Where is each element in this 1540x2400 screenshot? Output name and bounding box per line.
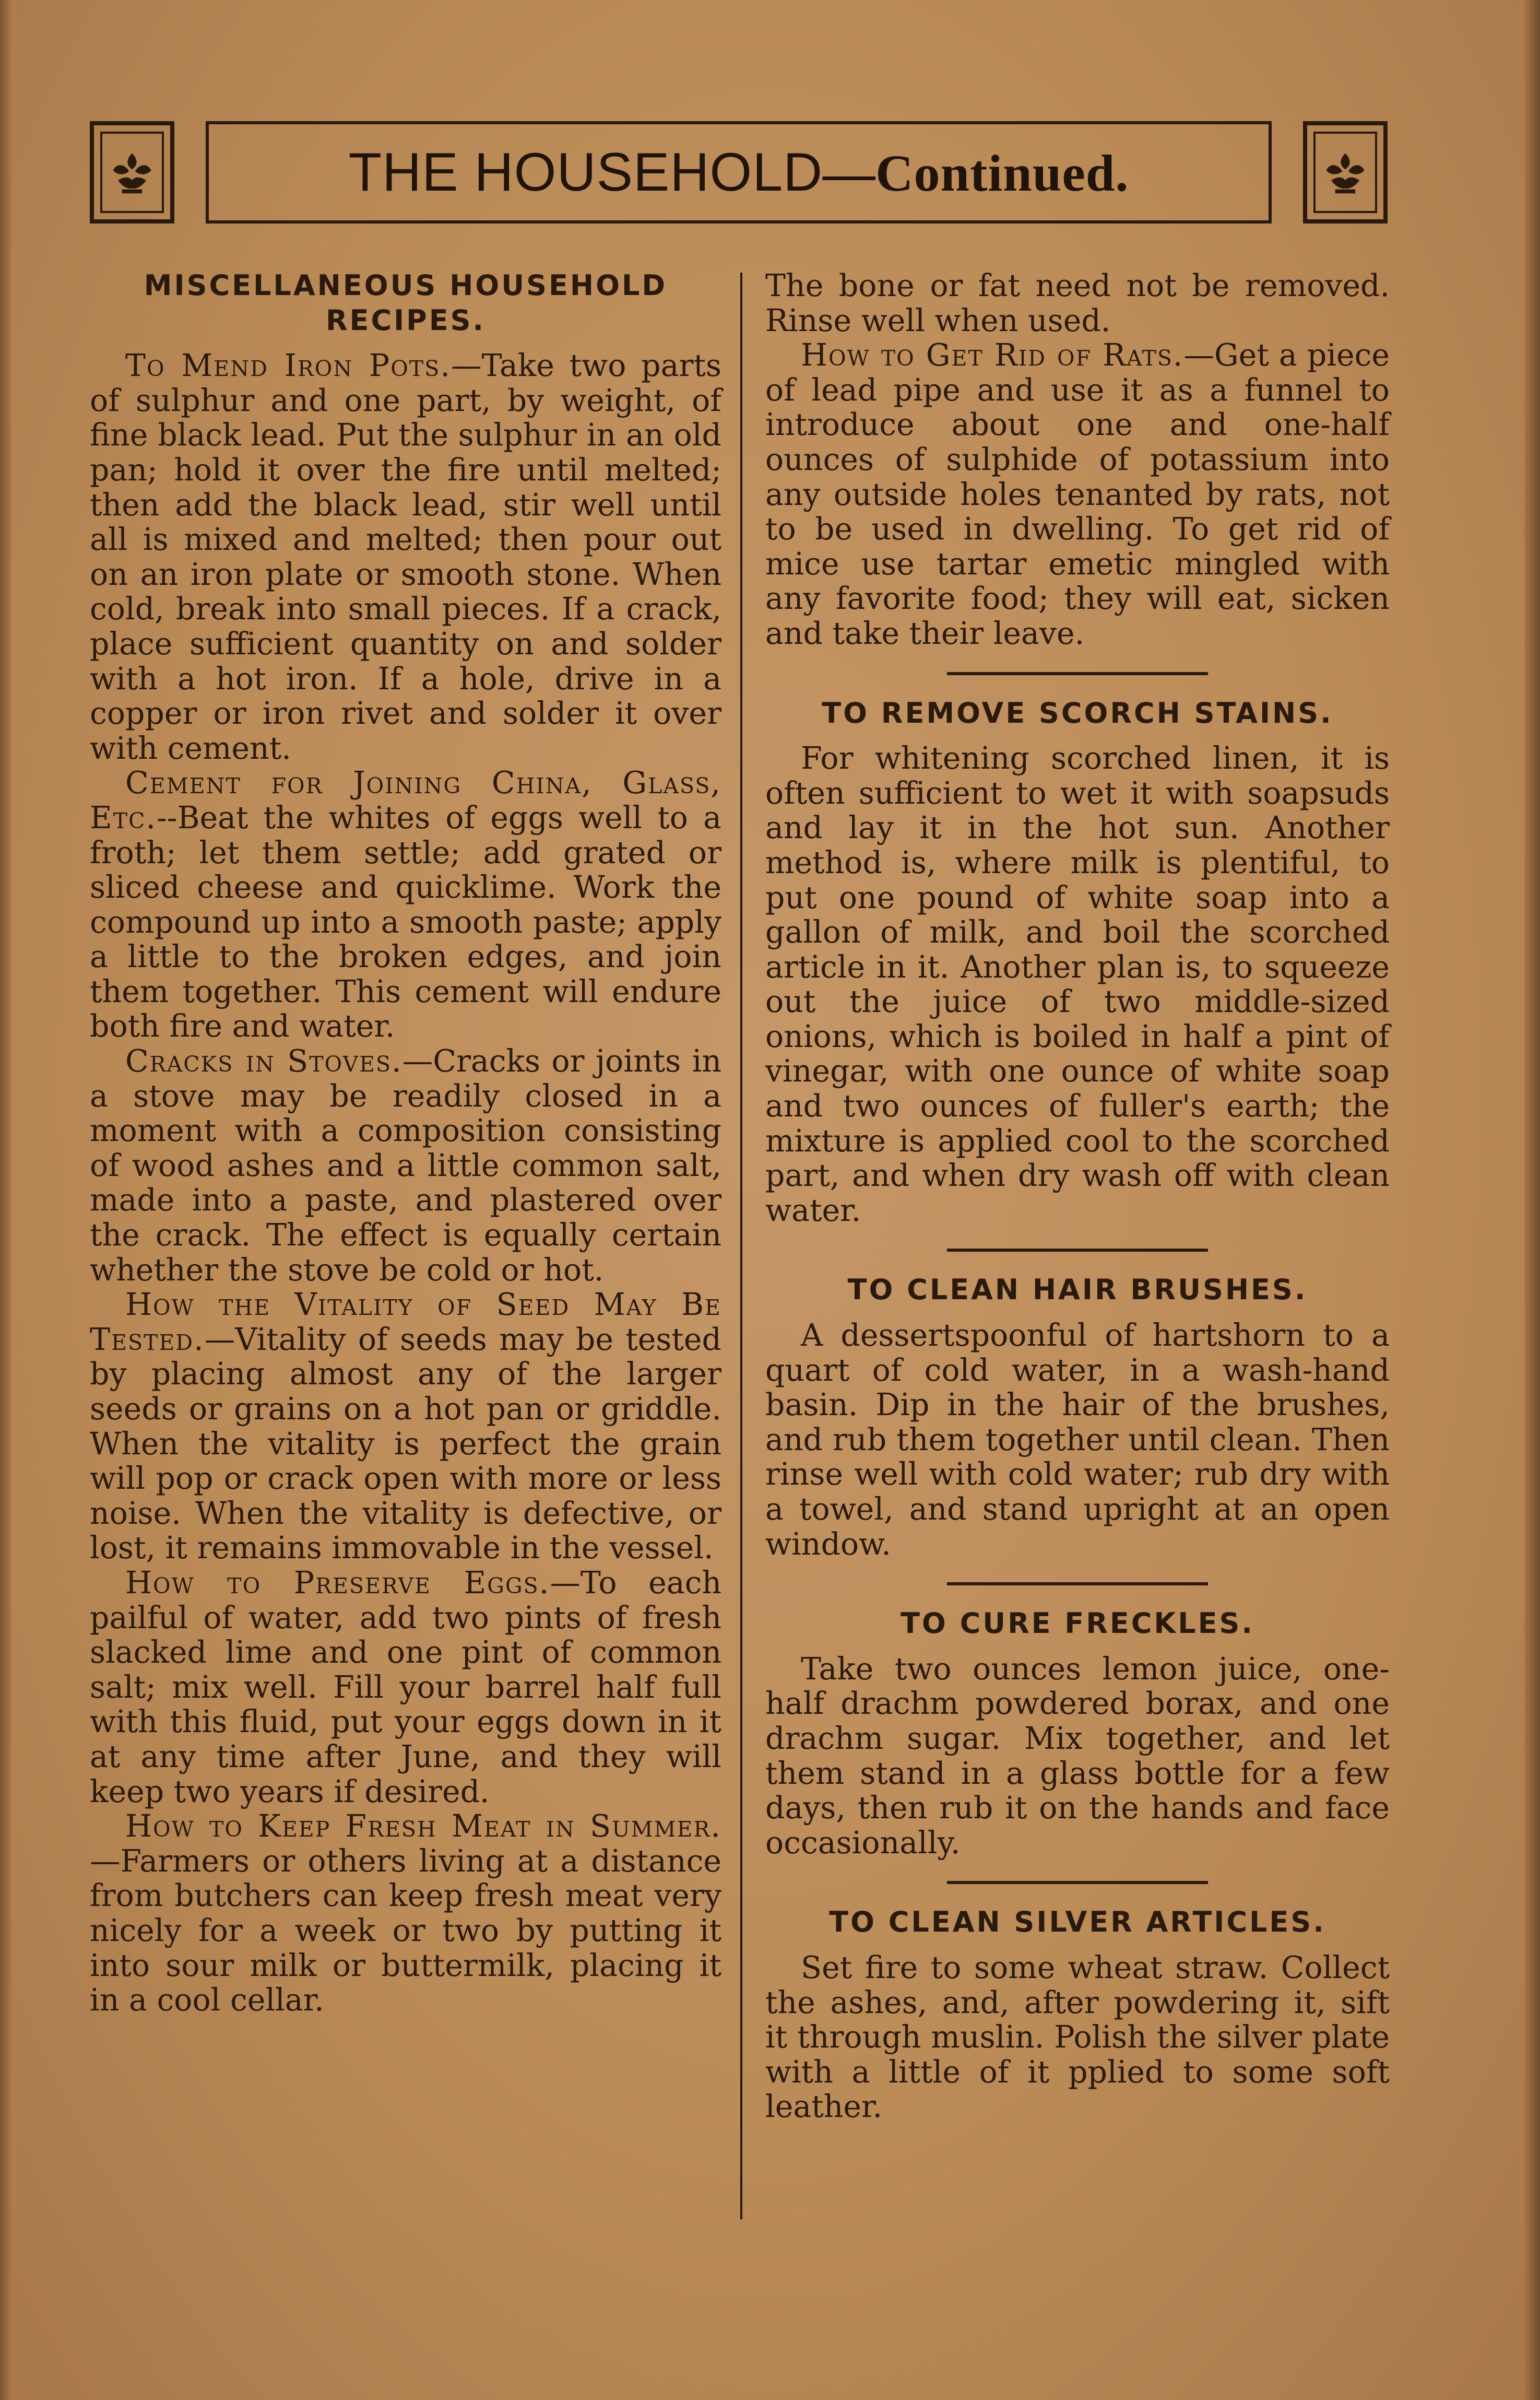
section-heading: TO CURE FRECKLES.: [901, 1607, 1254, 1640]
recipe-title: How the Vitality of Seed May Be Tested.: [90, 1287, 721, 1357]
recipe-text: --Beat the whites of eggs well to a froth; let them settle; add grated or sliced cheese and quicklime. Work the compound up into a smooth paste; apply a little to the broken edges, and join them together. This cement will endure both fire and water.: [90, 799, 721, 1044]
section-text: Set fire to some wheat straw. Collect the ashes, and, after powdering it, sift it through muslin. Polish the silver plate with a little of it pplied to some soft leather.: [765, 1949, 1390, 2125]
section-heading-cont: RECIPES.: [325, 303, 486, 337]
section-text: A dessertspoonful of hartshorn to a quart of cold water, in a wash-hand basin. Dip in the hair of the brushes, and rub them together until clean. Then rinse well with cold water; rub dry with a towel, and stand upright at an open window.: [765, 1317, 1390, 1562]
recipe-title: Cement for Joining China, Glass, Etc.: [90, 765, 721, 836]
left-column: [90, 268, 721, 2018]
section-rule: [947, 1881, 1208, 1884]
right-column: [765, 268, 1390, 2124]
section-text: For whitening scorched linen, it is often sufficient to wet it with soapsuds and lay it in the hot sun. Another method is, where milk is plentiful, to put one pound of white soap into a gallon of milk, and boil the scorched article in it. Another plan is, to squeeze out the juice of two middle-sized onions, which is boiled in half a pint of vinegar, with one ounce of white soap and two ounces of fuller's earth; the mixture is applied cool to the scorched part, and when dry wash off with clean water.: [765, 740, 1390, 1228]
section-rule: [947, 672, 1208, 675]
recipe-entry: [765, 338, 1390, 651]
recipe-text: —Farmers or others living at a distance from butchers can keep fresh meat very nicely for a week or two by putting it into sour milk or buttermilk, placing it in a cool cellar.: [90, 1843, 721, 2018]
section-heading: TO CLEAN HAIR BRUSHES.: [847, 1273, 1308, 1307]
recipe-entry: [90, 348, 721, 766]
section-text: Take two ounces lemon juice, one-half drachm powdered borax, and one drachm sugar. Mix together, and let them stand in a glass bottle for a few days, then rub it on the hands and face occasionally.: [765, 1651, 1390, 1861]
continued-text: The bone or fat need not be removed. Rinse well when used.: [765, 268, 1390, 338]
recipe-title: How to Get Rid of Rats.: [801, 337, 1184, 373]
recipe-text: —To each pailful of water, add two pints of fresh slacked lime and one pint of common salt; mix well. Fill your barrel half full with this fluid, put your eggs down in it at any time after June, and they will keep two years if desired.: [90, 1564, 722, 1809]
recipe-text: —Cracks or joints in a stove may be readily closed in a moment with a composition consisting of wood ashes and a little common salt, made into a paste, and plastered over the crack. The effect is equally certain whether the stove be cold or hot.: [90, 1043, 721, 1288]
recipe-text: —Vitality of seeds may be tested by placing almost any of the larger seeds or grains on a hot pan or griddle. When the vitality is perfect the grain will pop or crack open with more or less noise. When the vitality is defective, or lost, it remains immovable in the vessel.: [90, 1321, 721, 1566]
recipe-title: How to Keep Fresh Meat in Summer.: [125, 1808, 721, 1844]
recipe-entry: [90, 1287, 721, 1566]
ornament-icon: [1320, 147, 1370, 197]
section-rule: [947, 1582, 1208, 1585]
header-ornament-left: [90, 121, 174, 223]
recipe-text: —Get a piece of lead pipe and use it as a funnel to introduce about one and one-half ounces of sulphide of potassium into any outside holes tenanted by rats, not to be used in dwelling. To get rid of mice use tartar emetic mingled with any favorite food; they will eat, sicken and take their leave.: [765, 337, 1390, 651]
recipe-title: Cracks in Stoves.: [125, 1043, 402, 1079]
header-ornament-right: [1303, 121, 1388, 223]
recipe-title: How to Preserve Eggs.: [125, 1564, 550, 1601]
recipe-entry: [90, 1809, 721, 2018]
recipe-text: —Take two parts of sulphur and one part, by weight, of fine black lead. Put the sulphur in an old pan; hold it over the fire until melted; then add the black lead, stir well until all is mixed and melted; then pour out on an iron plate or smooth stone. When cold, break into small pieces. If a crack, place sufficient quantity on and solder with a hot iron. If a hole, drive in a copper or iron rivet and solder it over with cement.: [90, 348, 721, 766]
header-title-box: [206, 121, 1272, 223]
section-heading: TO CLEAN SILVER ARTICLES.: [829, 1905, 1326, 1939]
page-edge-right: [1524, 0, 1540, 2400]
ornament-icon: [107, 147, 157, 197]
page-header: [90, 121, 1388, 226]
section-heading: TO REMOVE SCORCH STAINS.: [822, 696, 1333, 730]
recipe-entry: [90, 766, 721, 1044]
section-heading: MISCELLANEOUS HOUSEHOLD: [144, 269, 668, 302]
page-title: THE HOUSEHOLD—Continued.: [348, 142, 1129, 203]
column-divider: [740, 273, 742, 2219]
section-rule: [947, 1249, 1208, 1252]
recipe-entry: [90, 1044, 721, 1287]
page-edge-left: [0, 0, 11, 2400]
recipe-title: To Mend Iron Pots.: [125, 348, 451, 384]
recipe-entry: [90, 1566, 721, 1809]
